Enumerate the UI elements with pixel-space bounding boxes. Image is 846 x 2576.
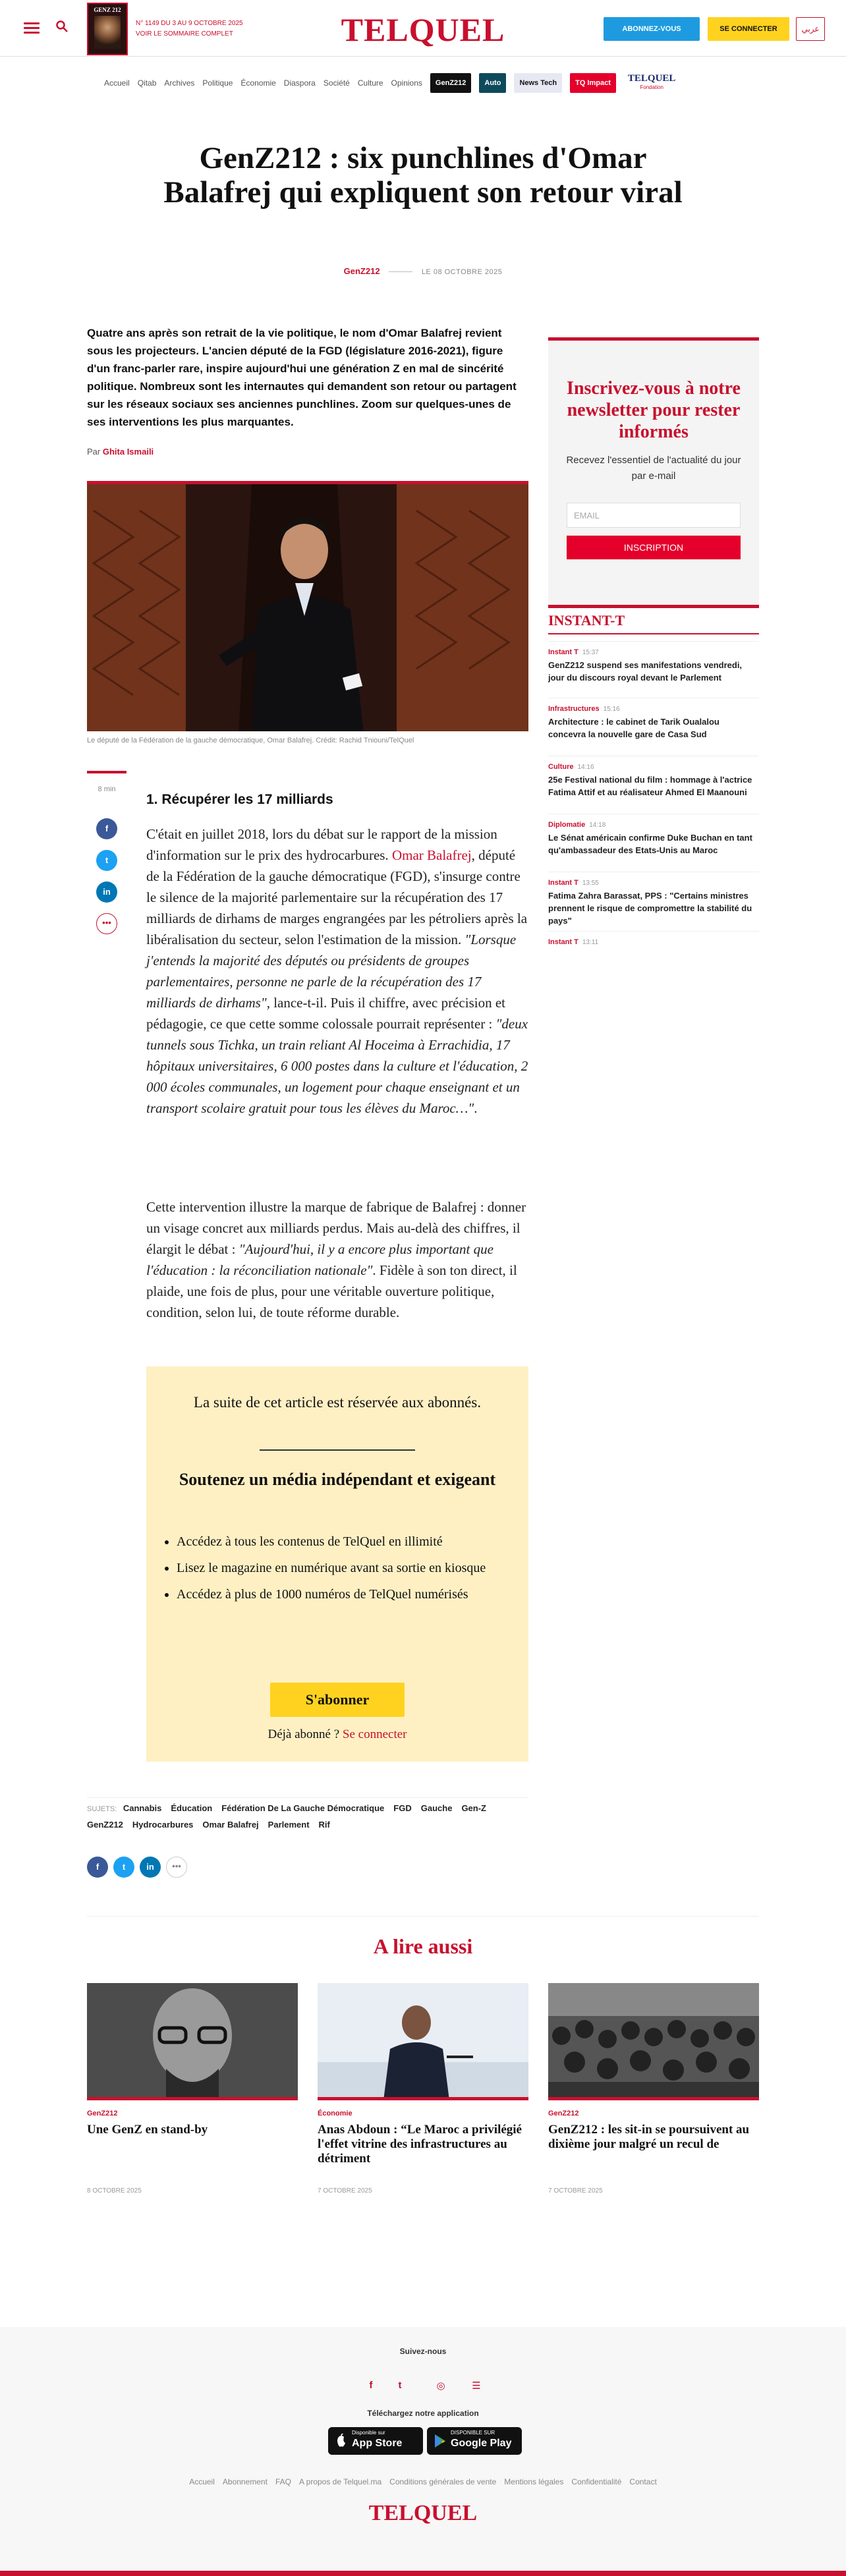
footer xyxy=(0,2327,846,2576)
nav-pill[interactable]: GenZ212 xyxy=(430,73,471,93)
app-store-small: Disponible sur xyxy=(352,2430,385,2436)
instant-t-category[interactable] xyxy=(548,821,759,829)
paywall-subscribe-button[interactable]: S'abonner xyxy=(270,1683,405,1717)
p1-text-d: . xyxy=(474,1100,478,1116)
related-card-date: 7 OCTOBRE 2025 xyxy=(318,2187,372,2195)
twitter-share-icon[interactable]: t xyxy=(96,850,117,871)
p2-quote: "Aujourd'hui, il y a encore plus important que l'éducation : la réconciliation nationale" xyxy=(146,1241,494,1278)
instant-t-title[interactable]: GenZ212 suspend ses manifestations vendredi, jour du discours royal devant le Parlement xyxy=(548,660,743,683)
nav-item[interactable]: Opinions xyxy=(391,78,422,88)
apple-icon xyxy=(335,2434,348,2448)
footer-link[interactable]: A propos de Telquel.ma xyxy=(298,2477,382,2486)
instant-t-cat-label[interactable]: Infrastructures xyxy=(548,705,600,713)
nav-item[interactable]: Accueil xyxy=(104,78,130,88)
footer-link[interactable]: Mentions légales xyxy=(504,2477,564,2486)
menu-icon[interactable] xyxy=(24,22,40,34)
instant-t-category[interactable] xyxy=(548,879,759,887)
nav-pill[interactable]: Auto xyxy=(479,73,506,93)
app-store-button[interactable] xyxy=(328,2427,423,2455)
google-play-label: Google Play xyxy=(451,2438,512,2449)
nav-brand-name: TELQUEL xyxy=(627,73,676,84)
newsletter-submit-button[interactable]: INSCRIPTION xyxy=(567,536,741,559)
article-author xyxy=(87,447,154,457)
rss-icon[interactable]: ☰ xyxy=(472,2380,481,2392)
linkedin-share-icon-bottom[interactable]: in xyxy=(140,1857,161,1878)
related-card-title[interactable]: GenZ212 : les sit-in se poursuivent au dixième jour malgré un recul de xyxy=(548,2123,750,2151)
instant-t-fade xyxy=(548,946,759,986)
tag-link[interactable]: Parlement xyxy=(268,1820,310,1830)
instant-t-item[interactable] xyxy=(548,872,759,927)
magazine-cover[interactable] xyxy=(87,3,128,55)
tag-link[interactable]: Fédération De La Gauche Démocratique xyxy=(221,1803,385,1813)
paywall-benefit: • Accédez à tous les contenus de TelQuel en illimité xyxy=(177,1532,506,1551)
issue-info[interactable] xyxy=(136,18,243,40)
search-icon[interactable] xyxy=(55,20,69,33)
meta-divider xyxy=(389,271,412,272)
article-header xyxy=(158,141,688,210)
more-share-icon[interactable]: ••• xyxy=(96,913,117,934)
article-meta xyxy=(0,266,846,276)
nav-fondation-logo[interactable] xyxy=(628,74,676,92)
section-divider xyxy=(87,1916,759,1917)
related-card-category[interactable]: Économie xyxy=(318,2110,352,2117)
instagram-icon[interactable]: ◎ xyxy=(436,2380,445,2392)
instant-t-time: 15:37 xyxy=(582,649,599,656)
paywall-heading: Soutenez un média indépendant et exigeant xyxy=(179,1470,496,1489)
instant-t-time: 13:55 xyxy=(582,880,599,887)
read-time: 8 min xyxy=(87,771,127,793)
footer-bar xyxy=(0,2571,846,2576)
nav-item[interactable]: Archives xyxy=(164,78,195,88)
instant-t-category[interactable] xyxy=(548,648,759,656)
nav-item[interactable]: Économie xyxy=(240,78,276,88)
footer-link[interactable]: Contact xyxy=(629,2477,657,2486)
tag-link[interactable]: Gauche xyxy=(420,1803,453,1813)
newsletter-desc: Recevez l'essentiel de l'actualité du jour par e-mail xyxy=(566,455,741,482)
footer-links xyxy=(0,2477,846,2486)
footer-link[interactable]: FAQ xyxy=(275,2477,291,2486)
author-link[interactable]: Ghita Ismaili xyxy=(102,447,154,457)
issue-summary-link[interactable]: VOIR LE SOMMAIRE COMPLET xyxy=(136,30,233,38)
instant-t-title[interactable]: Le Sénat américain confirme Duke Buchan en tant qu'ambassadeur des Etats-Unis au Maroc xyxy=(548,833,752,855)
paywall-divider xyxy=(260,1449,415,1451)
instant-t-title[interactable]: Fatima Zahra Barassat, PPS : "Certains ministres prennent le risque de compromettre la stabilité du pays" xyxy=(548,891,752,926)
instant-t-cat-label[interactable]: Diplomatie xyxy=(548,821,586,829)
facebook-share-icon-bottom[interactable]: f xyxy=(87,1857,108,1878)
related-card-image[interactable] xyxy=(548,1983,759,2100)
instant-t-time: 14:16 xyxy=(577,764,594,771)
section-heading: 1. Récupérer les 17 milliards xyxy=(146,792,333,807)
footer-follow: Suivez-nous xyxy=(399,2347,447,2356)
related-card-title[interactable]: Une GenZ en stand-by xyxy=(87,2123,208,2137)
related-card-date: 7 OCTOBRE 2025 xyxy=(548,2187,603,2195)
article-paragraph-2 xyxy=(146,1196,528,1323)
p1-text-b: , député de la Fédération de la gauche démocratique (FGD), s'insurge contre le silence de la majorité parlementaire sur la récupération des 17 milliards de dirhams de marges engrangées par les pétroliers après la libéralisation du secteur, selon l'estimation de la mission. xyxy=(146,847,528,947)
omar-balafrej-link[interactable]: Omar Balafrej xyxy=(391,847,472,863)
issue-date: N° 1149 DU 3 AU 9 OCTOBRE 2025 xyxy=(136,20,243,27)
article-category[interactable]: GenZ212 xyxy=(343,266,380,276)
google-play-button[interactable] xyxy=(427,2427,522,2455)
page-title: GenZ212 : six punchlines d'Omar Balafrej qui expliquent son retour viral xyxy=(163,141,683,210)
tags-label: SUJETS: xyxy=(87,1805,117,1813)
tag-link[interactable]: Cannabis xyxy=(123,1803,162,1813)
instant-t-item[interactable] xyxy=(548,641,759,684)
top-bar xyxy=(0,0,846,57)
cover-photo xyxy=(94,16,121,49)
p2-text-b: . Fidèle à son ton direct, il plaide, une fois de plus, pour une véritable ouverture politique, condition, selon lui, de toute réforme durable. xyxy=(146,1262,517,1320)
article-lead: Quatre ans après son retrait de la vie politique, le nom d'Omar Balafrej revient sous les projecteurs. L'ancien député de la FGD (législature 2016-2021), figure d'un franc-parler rare, inspire aujourd'hui une génération Z en mal de sincérité politique. Nombreux sont les internautes qui demandent son retour ou partagent sur les réseaux sociaux ses anciennes punchlines. Zoom sur quelques-unes de ses interventions les plus marquantes. xyxy=(87,327,517,428)
paywall-reserved: La suite de cet article est réservée aux abonnés. xyxy=(193,1394,482,1411)
facebook-icon[interactable]: f xyxy=(369,2380,373,2391)
instant-t-cat-label[interactable]: Instant T xyxy=(548,938,578,946)
twitter-icon[interactable]: t xyxy=(398,2380,402,2391)
paywall-benefit: • Lisez le magazine en numérique avant sa sortie en kiosque xyxy=(177,1559,506,1577)
related-heading: A lire aussi xyxy=(373,1934,473,1958)
tag-link[interactable]: Hydrocarbures xyxy=(132,1820,194,1830)
p1-text-a: C'était en juillet 2018, lors du débat sur le rapport de la mission d'information sur le prix des hydrocarbures. xyxy=(146,826,497,863)
facebook-share-icon[interactable]: f xyxy=(96,818,117,839)
nav-pill[interactable]: News Tech xyxy=(514,73,562,93)
footer-logo[interactable]: TELQUEL xyxy=(368,2501,478,2525)
photo-illustration xyxy=(87,484,528,731)
main-nav xyxy=(0,72,846,94)
author-prefix: Par xyxy=(87,447,101,457)
instant-t-category[interactable] xyxy=(548,938,759,946)
arabic-edition-button[interactable]: عربي xyxy=(796,17,825,41)
related-card-image[interactable] xyxy=(318,1983,528,2100)
nav-item[interactable]: Politique xyxy=(202,78,233,88)
footer-link[interactable]: Confidentialité xyxy=(571,2477,622,2486)
subscribe-button[interactable]: ABONNEZ-VOUS xyxy=(604,17,700,41)
instant-t-title[interactable]: Architecture : le cabinet de Tarik Oualalou concevra la nouvelle gare de Casa Sud xyxy=(548,717,719,739)
related-card-image[interactable] xyxy=(87,1983,298,2100)
paywall-login-link[interactable]: Se connecter xyxy=(342,1727,407,1741)
instant-t-category[interactable] xyxy=(548,705,759,713)
article-paragraph-1 xyxy=(146,824,528,1119)
paywall-already: Déjà abonné ? xyxy=(268,1727,343,1741)
cover-title: GENZ 212 xyxy=(94,7,121,13)
tag-link[interactable]: Rif xyxy=(318,1820,330,1830)
google-play-icon xyxy=(434,2434,447,2448)
photo-caption: Le député de la Fédération de la gauche démocratique, Omar Balafrej. Crédit: Rachid Tniouni/TelQuel xyxy=(87,737,414,744)
instant-t-item[interactable] xyxy=(548,814,759,856)
tags xyxy=(87,1797,528,1833)
related-card-date: 8 OCTOBRE 2025 xyxy=(87,2187,142,2195)
footer-link[interactable]: Accueil xyxy=(189,2477,215,2486)
related-card[interactable] xyxy=(87,1983,298,2195)
instant-t-cat-label[interactable]: Instant T xyxy=(548,648,578,656)
tag-link[interactable]: FGD xyxy=(393,1803,412,1813)
related-card[interactable] xyxy=(548,1983,759,2195)
instant-t-time: 15:16 xyxy=(603,706,620,713)
instant-t-underline xyxy=(548,633,759,634)
app-store-label: App Store xyxy=(352,2438,403,2449)
instant-t-cat-label[interactable]: Culture xyxy=(548,763,574,771)
paywall-benefit: • Accédez à plus de 1000 numéros de TelQuel numérisés xyxy=(177,1585,506,1604)
related-card-category[interactable]: GenZ212 xyxy=(548,2110,579,2117)
nav-brand-sub: Fondation xyxy=(640,84,663,90)
newsletter-email-input[interactable]: EMAIL xyxy=(567,503,741,528)
newsletter-box xyxy=(548,337,759,605)
tag-link[interactable]: GenZ212 xyxy=(87,1820,123,1830)
nav-item[interactable]: Diaspora xyxy=(283,78,316,88)
p2-text-a: Cette intervention illustre la marque de fabrique de Balafrej : donner un visage concret aux milliards perdus. Mais au-delà des chiffres, il élargit le débat : xyxy=(146,1199,526,1257)
nav-pill[interactable]: TQ Impact xyxy=(570,73,616,93)
article-photo xyxy=(87,481,528,731)
related-card-title[interactable]: Anas Abdoun : “Le Maroc a privilégié l'effet vitrine des infrastructures au détriment xyxy=(318,2123,522,2166)
instant-t-item[interactable] xyxy=(548,698,759,741)
nav-item[interactable]: Qitab xyxy=(137,78,157,88)
instant-t-cat-label[interactable]: Instant T xyxy=(548,879,578,887)
tag-link[interactable]: Éducation xyxy=(171,1803,213,1813)
footer-link[interactable]: Conditions générales de vente xyxy=(389,2477,497,2486)
twitter-share-icon-bottom[interactable]: t xyxy=(113,1857,134,1878)
instant-t-time: 13:11 xyxy=(582,939,599,946)
related-card-category[interactable]: GenZ212 xyxy=(87,2110,118,2117)
login-button[interactable]: SE CONNECTER xyxy=(708,17,789,41)
site-logo[interactable]: TELQUEL xyxy=(341,11,505,48)
more-share-icon-bottom[interactable]: ••• xyxy=(166,1857,187,1878)
footer-download: Téléchargez notre application xyxy=(367,2409,479,2418)
instant-t-time: 14:18 xyxy=(589,822,606,829)
tag-link[interactable]: Gen-Z xyxy=(461,1803,486,1813)
paywall-login xyxy=(146,1727,528,1742)
p1-quote-1: "Lorsque j'entends la majorité des députés ou présidents de groupes parlementaires, personne ne parle de la récupération des 17 milliards de dirhams" xyxy=(146,932,517,1011)
p1-quote-2: "deux tunnels sous Tichka, un train reliant Al Hoceima à Errachidia, 17 hôpitaux universitaires, 6 000 postes dans la culture et l'éducation, 2 000 écoles communales, un logement pour chaque enseignant et un transport scolaire gratuit pour tous les élèves du Maroc…" xyxy=(146,1016,528,1116)
paywall xyxy=(146,1366,528,1762)
instant-t-item[interactable] xyxy=(548,756,759,798)
newsletter-title: Inscrivez-vous à notre newsletter pour rester informés xyxy=(567,378,741,442)
instant-t xyxy=(548,605,759,946)
instant-t-category[interactable] xyxy=(548,763,759,771)
instant-t-heading: INSTANT-T xyxy=(548,612,625,629)
p1-text-c: , lance-t-il. Puis il chiffre, avec précision et pédagogie, ce que cette somme colossale pourrait représenter : xyxy=(146,995,505,1032)
instant-t-title[interactable]: 25e Festival national du film : hommage à l'actrice Fatima Attif et au réalisateur Ahmed El Maanouni xyxy=(548,775,752,797)
article-date: LE 08 OCTOBRE 2025 xyxy=(421,268,503,276)
paywall-benefits xyxy=(177,1532,506,1611)
google-play-small: DISPONIBLE SUR xyxy=(451,2430,495,2436)
tag-link[interactable]: Omar Balafrej xyxy=(202,1820,259,1830)
linkedin-share-icon[interactable]: in xyxy=(96,882,117,903)
nav-item[interactable]: Culture xyxy=(357,78,383,88)
related-card[interactable] xyxy=(318,1983,528,2195)
footer-link[interactable]: Abonnement xyxy=(222,2477,268,2486)
nav-item[interactable]: Société xyxy=(323,78,350,88)
